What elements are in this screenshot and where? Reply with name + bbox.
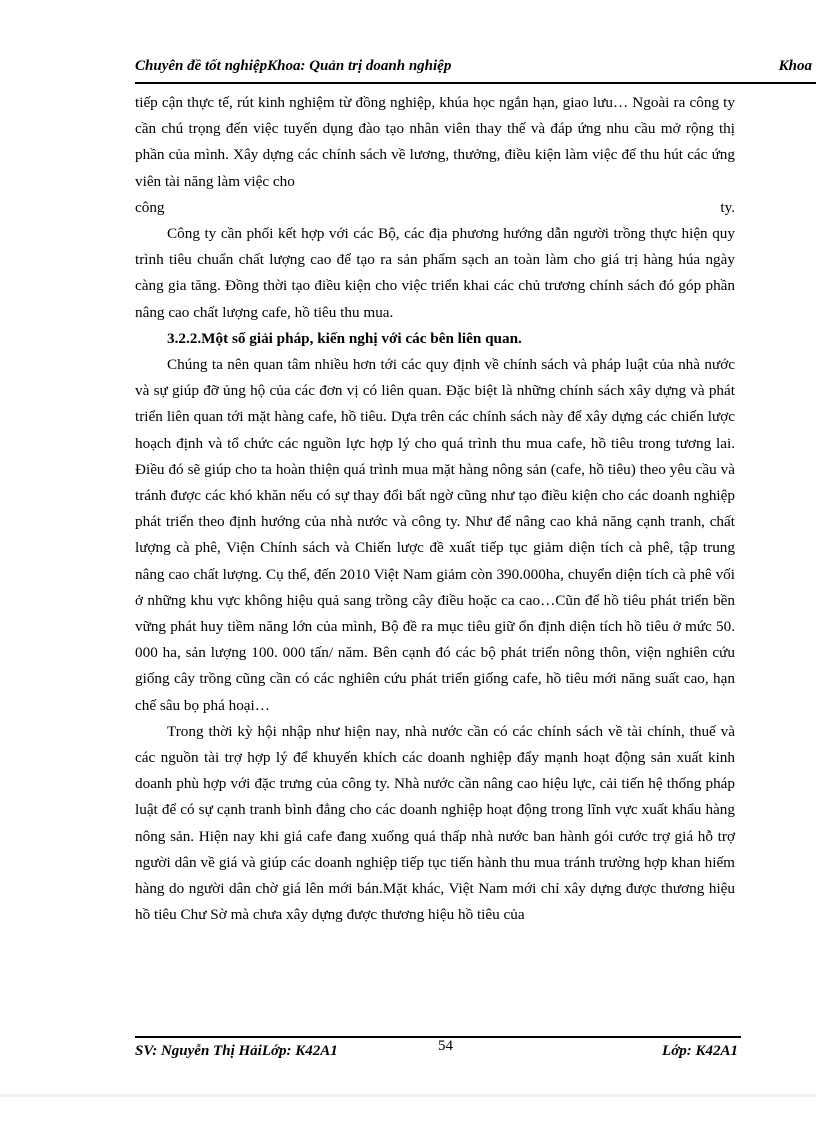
header-title: Chuyên đề tốt nghiệpKhoa: Quản trị doanh nghiệp bbox=[135, 58, 452, 74]
footer-class: Lớp: K42A1 bbox=[662, 1043, 738, 1059]
paragraph-1 bbox=[135, 90, 735, 195]
document-body bbox=[135, 90, 735, 929]
page-number: 54 bbox=[438, 1038, 453, 1054]
paragraph-1-text: tiếp cận thực tế, rút kinh nghiệm từ đồng nghiệp, khúa học ngắn hạn, giao lưu… Ngoài ra công ty cần chú trọng đến việc tuyển dụng đào tạo nhân viên thay thế và đáp ứng nhu cầu mở rộng thị phần của mình. Xây dựng các chính sách về lương, thưởng, điều kiện làm việc để thu hút các ứng viên tài năng làm việc cho bbox=[135, 94, 735, 190]
page-edge bbox=[0, 1094, 816, 1097]
paragraph-2: Công ty cần phối kết hợp với các Bộ, các địa phương hướng dẫn người trồng thực hiện quy trình tiêu chuẩn chất lượng cao để tạo ra sản phẩm sạch an toàn làm cho giá trị hàng húa ngày càng gia tăng. Đồng thời tạo điều kiện cho việc triển khai các chủ trương chính sách đó góp phần nâng cao chất lượng cafe, hồ tiêu thu mua. bbox=[135, 225, 735, 321]
header-right: Khoa bbox=[778, 58, 812, 74]
paragraph-1-last-line bbox=[135, 195, 735, 221]
footer-student: SV: Nguyễn Thị HảiLớp: K42A1 bbox=[135, 1043, 338, 1059]
header-rule bbox=[135, 82, 816, 84]
page-header bbox=[135, 58, 816, 80]
section-heading: 3.2.2.Một số giải pháp, kiến nghị với các bên liên quan. bbox=[167, 329, 522, 347]
paragraph-4: Trong thời kỳ hội nhập như hiện nay, nhà nước cần có các chính sách về tài chính, thuế và các nguồn tài trợ hợp lý để khuyến khích các doanh nghiệp đẩy mạnh hoạt động sản xuất kinh doanh phù hợp với đặc trưng của công ty. Nhà nước cần nâng cao hiệu lực, cải tiến hệ thống pháp luật để có sự cạnh tranh bình đẳng cho các doanh nghiệp hoạt động trong lĩnh vực xuất khẩu hàng nông sản. Hiện nay khi giá cafe đang xuống quá thấp nhà nước ban hành gói cước trợ giá hỗ trợ người dân về giá và giúp các doanh nghiệp tiếp tục tiến hành thu mua tránh trường hợp khan hiếm hàng do người dân chờ giá lên mới bán.Mặt khác, Việt Nam mới chỉ xây dựng được thương hiệu hồ tiêu Chư Sờ mà chưa xây dựng được thương hiệu hồ tiêu của bbox=[135, 722, 735, 924]
paragraph-1-last-right: ty. bbox=[720, 198, 735, 216]
paragraph-3: Chúng ta nên quan tâm nhiều hơn tới các quy định về chính sách và pháp luật của nhà nước và sự giúp đỡ ủng hộ của các đơn vị có liên quan. Đặc biệt là những chính sách xây dựng và phát triển liên quan tới mặt hàng cafe, hồ tiêu. Dựa trên các chính sách này để xây dựng các chiến lược hoạch định và tổ chức các nguồn lực hợp lý cho quá trình thu mua cafe, hồ tiêu trong tương lai. Điều đó sẽ giúp cho ta hoàn thiện quá trình mua mặt hàng nông sản (cafe, hồ tiêu) theo yêu cầu và tránh được các khó khăn nếu có sự thay đổi bất ngờ cũng như tạo điều kiện cho các doanh nghiệp phát triển theo định hướng của nhà nước và công ty. Như để nâng cao khả năng cạnh tranh, chất lượng cà phê, Viện Chính sách và Chiến lược đề xuất tiếp tục giảm diện tích cà phê, tập trung nâng cao chất lượng. Cụ thể, đến 2010 Việt Nam giảm còn 390.000ha, chuyển diện tích cà phê vối ở những khu vực không hiệu quả sang trồng cây điều hoặc ca cao…Cũn để hồ tiêu phát triển bền vững phát huy tiềm năng lớn của mình, Bộ đề ra mục tiêu giữ ổn định diện tích hồ tiêu ở mức 50. 000 ha, sản lượng 100. 000 tấn/ năm. Bên cạnh đó các bộ phát triển nông thôn, viện nghiên cứu giống cây trồng cũng cần có các nghiên cứu phát triển giống cafe, hồ tiêu mới năng suất cao, hạn chế sâu bọ phá hoại… bbox=[135, 356, 735, 714]
paragraph-1-last-left: công bbox=[135, 198, 165, 216]
